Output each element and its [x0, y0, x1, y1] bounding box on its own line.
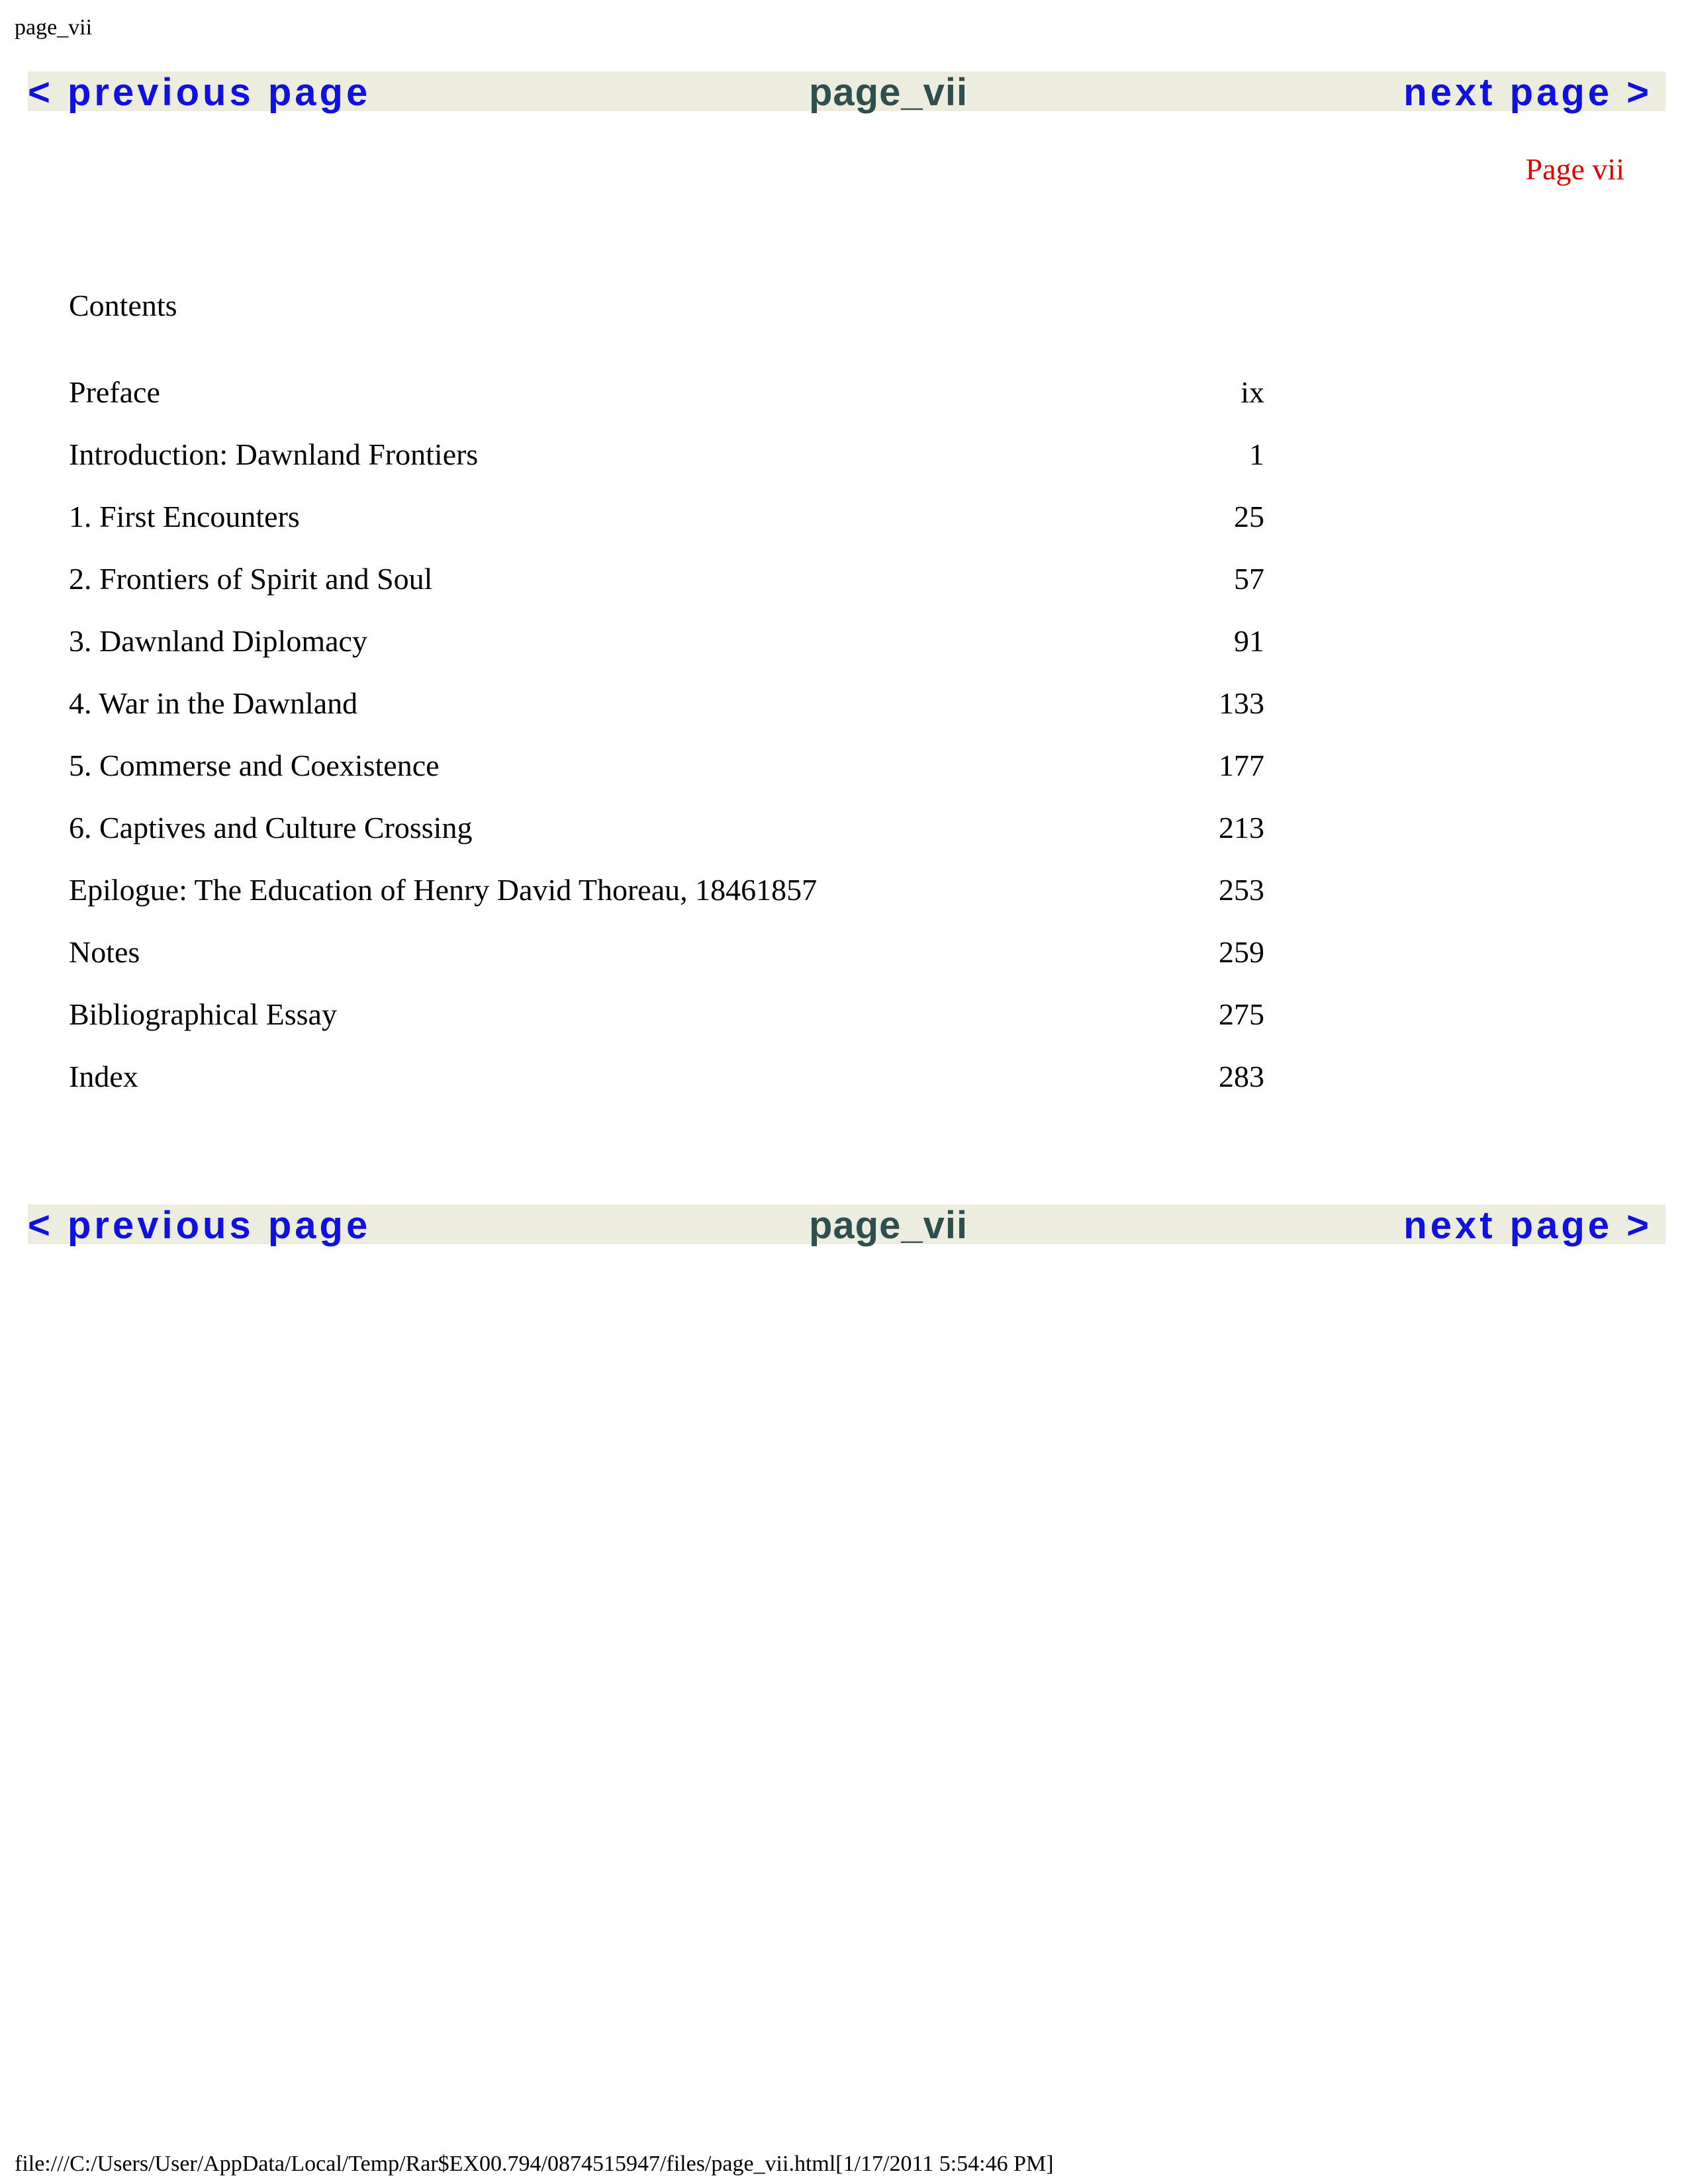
previous-page-link[interactable]: < previous page	[28, 71, 371, 114]
toc-entry-page: 1	[1249, 437, 1264, 471]
nav-page-title: page_vii	[809, 71, 968, 114]
next-page-link[interactable]: next page >	[1403, 71, 1652, 114]
toc-entry-page: ix	[1241, 375, 1264, 409]
toc-entry-title: Notes	[69, 935, 140, 969]
toc-entry-title: Index	[69, 1060, 138, 1093]
toc-entry-title: 5. Commerse and Coexistence	[69, 749, 440, 782]
previous-page-link[interactable]: < previous page	[28, 1204, 371, 1247]
bottom-nav-bar	[28, 1204, 1665, 1247]
next-page-link[interactable]: next page >	[1403, 1204, 1652, 1247]
toc-entry-page: 57	[1234, 562, 1264, 596]
toc-entry-title: 2. Frontiers of Spirit and Soul	[69, 562, 433, 596]
toc-entry-page: 25	[1234, 500, 1264, 533]
toc-entry-page: 133	[1219, 686, 1264, 720]
toc-entry	[69, 684, 1264, 746]
toc-entry-page: 275	[1219, 997, 1264, 1031]
toc-entry	[69, 1057, 1264, 1119]
table-of-contents	[69, 373, 1264, 1119]
contents-heading: Contents	[69, 289, 177, 322]
toc-entry	[69, 435, 1264, 497]
toc-entry-title: 6. Captives and Culture Crossing	[69, 811, 473, 844]
toc-entry	[69, 373, 1264, 435]
toc-entry-title: Preface	[69, 375, 160, 409]
toc-entry-page: 213	[1219, 811, 1264, 844]
toc-entry	[69, 870, 1264, 933]
toc-entry-page: 91	[1234, 624, 1264, 658]
toc-entry	[69, 746, 1264, 808]
toc-entry-page: 177	[1219, 749, 1264, 782]
toc-entry-title: Epilogue: The Education of Henry David Thoreau, 18461857	[69, 873, 818, 907]
toc-entry-page: 259	[1219, 935, 1264, 969]
top-nav-bar	[28, 71, 1665, 114]
toc-entry-title: Introduction: Dawnland Frontiers	[69, 437, 479, 471]
toc-entry	[69, 559, 1264, 621]
page-marker: Page vii	[1525, 152, 1624, 186]
nav-page-title: page_vii	[809, 1204, 968, 1247]
toc-entry	[69, 995, 1264, 1057]
toc-entry-title: 1. First Encounters	[69, 500, 300, 533]
toc-entry-title: Bibliographical Essay	[69, 997, 337, 1031]
print-header: page_vii	[15, 15, 93, 40]
toc-entry	[69, 808, 1264, 870]
toc-entry-page: 283	[1219, 1060, 1264, 1093]
print-footer: file:///C:/Users/User/AppData/Local/Temp/Rar$EX00.794/0874515947/files/page_vii.html[1/17/2011 5:54:46 PM]	[15, 2152, 1054, 2176]
toc-entry-title: 3. Dawnland Diplomacy	[69, 624, 367, 658]
toc-entry-title: 4. War in the Dawnland	[69, 686, 358, 720]
toc-entry	[69, 621, 1264, 684]
toc-entry-page: 253	[1219, 873, 1264, 907]
toc-entry	[69, 933, 1264, 995]
toc-entry	[69, 497, 1264, 559]
